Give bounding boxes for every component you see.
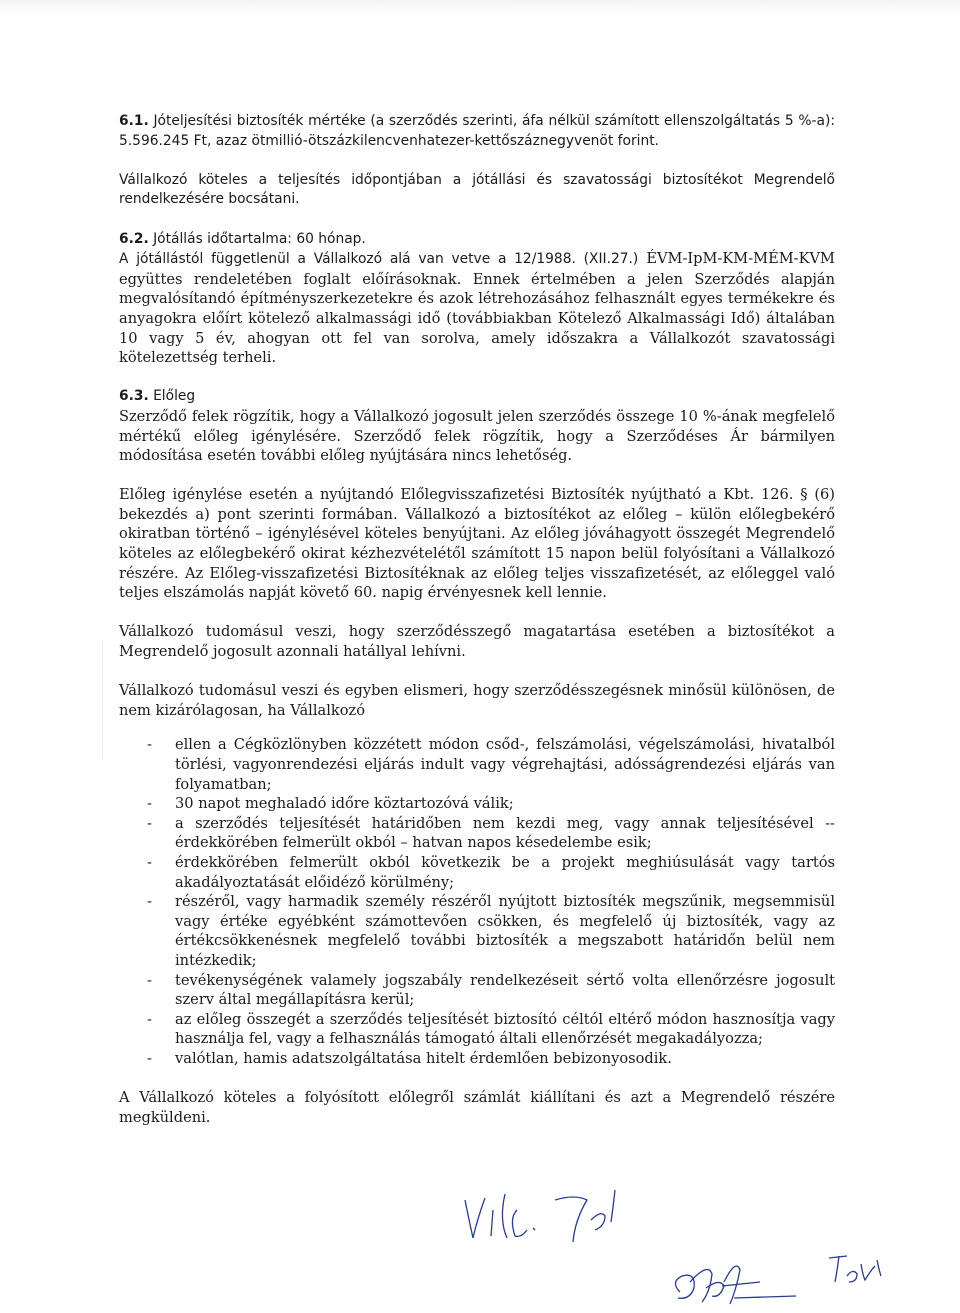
paragraph-guarantee-handover: Vállalkozó köteles a teljesítés időpontjában a jótállási és szavatossági biztosítékot Megrendelő rendelkezésére bocsátani. bbox=[119, 171, 835, 208]
section-6-2-text bbox=[119, 249, 835, 368]
paragraph-final: A Vállalkozó köteles a folyósított előlegről számlát kiállítani és azt a Megrendelő részére megküldeni. bbox=[119, 1089, 835, 1126]
signature-bottom-left bbox=[660, 1252, 800, 1310]
list-item: - részéről, vagy harmadik személy részéről nyújtott biztosíték megszűnik, megsemmisül vagy értéke egyébként számottevően csökken, és megfelelő új biztosíték, vagy az értékcsökkenésnek megfelelő további biztosíték a megszabott határidőn belül nem intézkedik; bbox=[119, 892, 835, 970]
breach-list bbox=[119, 735, 835, 1068]
section-heading: Jótállás időtartalma: 60 hónap. bbox=[153, 230, 366, 247]
section-number: 6.3. bbox=[119, 388, 149, 405]
section-6-2-heading bbox=[119, 230, 835, 250]
section-6-3-text: Szerződő felek rögzítik, hogy a Vállalkozó jogosult jelen szerződés összege 10 %-ának megfelelő mértékű előleg igénylésére. Szerződő felek rögzítik, hogy a Szerződéses Ár bármilyen módosítása esetén további előleg nyújtására nincs lehetőség. bbox=[119, 407, 835, 465]
scan-fold-line bbox=[102, 640, 103, 760]
list-item: - ellen a Cégközlönyben közzétett módon csőd-, felszámolási, végelszámolási, hivatalból törlési, vagyonrendezési eljárás indult vagy végrehajtási, adósságrendezési eljárás van folyamatban; bbox=[119, 735, 835, 794]
section-6-3-heading bbox=[119, 387, 835, 407]
paragraph-advance-guarantee: Előleg igénylése esetén a nyújtandó Előlegvisszafizetési Biztosíték nyújtható a Kbt. 126. § (6) bekezdés a) pont szerinti formában. Vállalkozó a biztosítékot az előleg – külön előlegbekérő okiratban történő – igénylésével köteles benyújtani. Az előleg jóváhagyott összegét Megrendelő köteles az előlegbekérő okirat kézhezvételétől számított 15 napon belül folyósítani a Vállalkozó részére. Az Előleg-visszafizetési Biztosítéknak az előleg teljes visszafizetését, az előleggel való teljes elszámolás napját követő 60. napig érvényesnek kell lennie. bbox=[119, 486, 835, 602]
paragraph-acknowledge-1: Vállalkozó tudomásul veszi, hogy szerződésszegő magatartása esetében a biztosítékot a Megrendelő jogosult azonnali hatállyal lehívni. bbox=[119, 623, 835, 661]
list-item: - tevékenységének valamely jogszabály rendelkezéseit sértő volta ellenőrzésre jogosult szerv által megállapításra kerül; bbox=[119, 971, 835, 1010]
section-6-1 bbox=[119, 112, 835, 151]
list-item: - 30 napot meghaladó időre köztartozóvá válik; bbox=[119, 794, 835, 814]
document-page bbox=[119, 112, 835, 1127]
list-item: - a szerződés teljesítését határidőben nem kezdi meg, vagy annak teljesítésével -- érdekkörében felmerült okból – hatvan napos késedelembe esik; bbox=[119, 814, 835, 853]
section-number: 6.2. bbox=[119, 230, 149, 247]
list-item: - az előleg összegét a szerződés teljesítését biztosító céltól eltérő módon hasznosítja vagy használja fel, vagy a felhasználás támogató általi ellenőrzését megakadályozza; bbox=[119, 1010, 835, 1049]
section-heading: Előleg bbox=[153, 388, 196, 405]
section-text-part-a: A jótállástól függetlenül a Vállalkozó alá van vetve a 12/1988. (XII.27.) bbox=[119, 251, 639, 268]
section-text-part-b: ÉVM-IpM-KM-MÉM-KVM együttes rendeletében foglalt előírásoknak. Ennek értelmében a jelen Szerződés alapján megvalósítandó építményszerkezetekre és azok létrehozásához felhasznált egyes termékekre és anyagokra előírt kötelező alkalmassági idő (továbbiakban Kötelező Alkalmassági Idő) általában 10 vagy 5 év, ahogyan ott fel van sorolva, amely időszakra a Vállalkozót szavatossági kötelezettség terheli. bbox=[119, 250, 835, 367]
signature-bottom-right bbox=[825, 1250, 885, 1290]
scan-top-edge bbox=[0, 0, 960, 14]
paragraph-acknowledge-2: Vállalkozó tudomásul veszi és egyben elismeri, hogy szerződésszegésnek minősül különösen, de nem kizárólagosan, ha Vállalkozó bbox=[119, 682, 835, 719]
list-item: - érdekkörében felmerült okból következik be a projekt meghiúsulását vagy tartós akadályoztatását előidéző körülmény; bbox=[119, 853, 835, 892]
signature-initials-top bbox=[455, 1180, 645, 1250]
section-number: 6.1. bbox=[119, 113, 149, 129]
section-text: Jóteljesítési biztosíték mértéke (a szerződés szerinti, áfa nélkül számított ellenszolgáltatás 5 %-a): 5.596.245 Ft, azaz ötmillió-ötszázkilencvenhatezer-kettőszáznegyvenöt forint. bbox=[119, 113, 835, 149]
list-item: - valótlan, hamis adatszolgáltatása hitelt érdemlően bebizonyosodik. bbox=[119, 1049, 835, 1069]
